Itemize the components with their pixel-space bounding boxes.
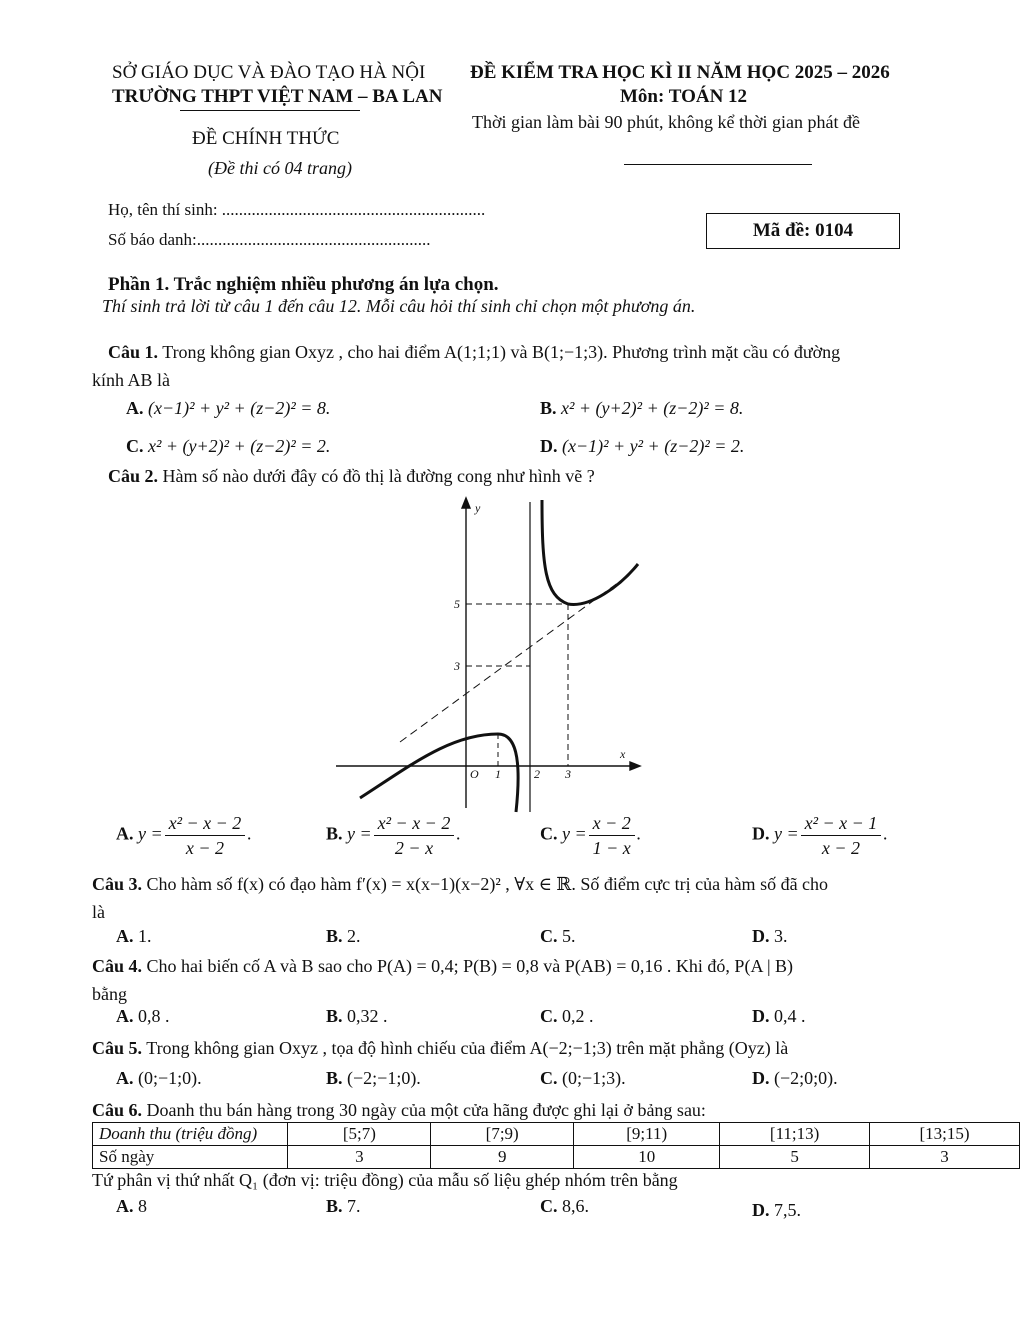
fraction	[801, 812, 882, 859]
q6-option-c	[540, 1196, 589, 1217]
option-text: 0,2 .	[562, 1006, 594, 1026]
option-letter: C.	[126, 436, 144, 456]
part1-title: Phần 1. Trắc nghiệm nhiều phương án lựa chọn.	[108, 274, 499, 295]
part1-instructions: Thí sinh trả lời từ câu 1 đến câu 12. Mỗi câu hỏi thí sinh chỉ chọn một phương án.	[102, 296, 696, 316]
option-text: (−2;−1;0).	[347, 1068, 421, 1088]
question-3-cont: là	[92, 902, 105, 922]
option-letter: B.	[326, 926, 343, 946]
table-cell: [13;15)	[869, 1123, 1019, 1146]
option-letter: B.	[540, 398, 557, 418]
official-label: ĐỀ CHÍNH THỨC	[192, 128, 340, 149]
denominator: x − 2	[821, 838, 861, 858]
option-text: (−2;0;0).	[774, 1068, 838, 1088]
option-text: 2.	[347, 926, 361, 946]
option-text: x² + (y+2)² + (z−2)² = 8.	[561, 398, 744, 418]
question-text: Doanh thu bán hàng trong 30 ngày của một cửa hãng được ghi lại ở bảng sau:	[146, 1100, 706, 1120]
option-letter: A.	[126, 398, 144, 418]
denominator: x − 2	[185, 838, 225, 858]
numerator: x² − x − 2	[374, 812, 455, 836]
question-text: Cho hai biến cố A và B sao cho P(A) = 0,4; P(B) = 0,8 và P(AB) = 0,16 . Khi đó, P(A | B)	[146, 956, 794, 976]
option-letter: C.	[540, 1196, 558, 1216]
origin-label: O	[470, 767, 479, 781]
option-text: 7,5.	[774, 1200, 801, 1220]
tick-y3: 3	[454, 659, 460, 673]
q4-option-b	[326, 1006, 388, 1027]
x-axis-label: x	[620, 747, 626, 761]
option-letter: D.	[540, 436, 558, 456]
q3-option-c	[540, 926, 576, 947]
question-label: Câu 5.	[92, 1038, 143, 1058]
revenue-table	[92, 1122, 1020, 1169]
q2-option-d: D. y = $\frac{\text{x² − x − 1}}{x - 2}$ .	[752, 813, 888, 858]
option-text: 5.	[562, 926, 576, 946]
option-letter: B.	[326, 823, 343, 844]
header-divider	[180, 110, 360, 111]
q1-option-b	[540, 398, 743, 419]
option-prefix: y =	[774, 823, 799, 844]
question-1-cont: kính AB là	[92, 370, 171, 390]
fraction	[165, 812, 246, 859]
option-prefix: y =	[138, 823, 163, 844]
option-text: x² + (y+2)² + (z−2)² = 2.	[148, 436, 331, 456]
subject: Môn: TOÁN 12	[620, 86, 748, 107]
numerator: x² − x − 2	[165, 812, 246, 836]
y-axis-arrow	[462, 498, 470, 508]
q4-option-d	[752, 1006, 806, 1027]
tick-x1: 1	[495, 767, 501, 781]
q5-option-a	[116, 1068, 202, 1089]
table-row	[93, 1123, 1020, 1146]
question-label: Câu 3.	[92, 874, 143, 894]
department-name: SỞ GIÁO DỤC VÀ ĐÀO TẠO HÀ NỘI	[112, 62, 426, 83]
option-letter: C.	[540, 1006, 558, 1026]
option-text: (x−1)² + y² + (z−2)² = 2.	[562, 436, 745, 456]
option-prefix: y =	[347, 823, 372, 844]
exam-code-box: Mã đề: 0104	[706, 213, 900, 249]
y-axis-label: y	[475, 501, 481, 515]
option-text: 0,32 .	[347, 1006, 388, 1026]
option-letter: A.	[116, 1196, 134, 1216]
question-label: Câu 2.	[108, 466, 159, 486]
numerator: x² − x − 1	[801, 812, 882, 836]
q3-option-d	[752, 926, 788, 947]
pages-note: (Đề thi có 04 trang)	[208, 158, 352, 178]
question-text: Trong không gian Oxyz , cho hai điểm A(1;1;1) và B(1;−1;3). Phương trình mặt cầu có đường	[162, 342, 841, 362]
option-letter: D.	[752, 1068, 770, 1088]
tick-x3: 3	[565, 767, 571, 781]
question-2	[108, 466, 595, 487]
option-letter: C.	[540, 823, 558, 844]
q2-option-a: A. y = $\frac{\text{x² − x − 2}}{x - 2}$ .	[116, 813, 252, 858]
option-text: 0,8 .	[138, 1006, 170, 1026]
option-letter: D.	[752, 823, 770, 844]
fraction	[374, 812, 455, 859]
option-letter: C.	[540, 926, 558, 946]
q1-option-d	[540, 436, 744, 457]
table-cell: 5	[720, 1146, 870, 1169]
x-axis-arrow	[630, 762, 640, 770]
row-header: Doanh thu (triệu đồng)	[93, 1123, 288, 1146]
tick-x2: 2	[534, 767, 540, 781]
q6-option-d	[752, 1200, 801, 1221]
q6-option-b	[326, 1196, 361, 1217]
table-row	[93, 1146, 1020, 1169]
denominator: 2 − x	[394, 838, 434, 858]
candidate-name-field: Họ, tên thí sinh: ..............................................................	[108, 200, 486, 219]
option-text: 8,6.	[562, 1196, 589, 1216]
right-branch	[542, 500, 638, 604]
table-cell: 9	[431, 1146, 574, 1169]
option-text: 8	[138, 1196, 147, 1216]
q5-option-c	[540, 1068, 626, 1089]
option-letter: D.	[752, 1006, 770, 1026]
question-text: Hàm số nào dưới đây có đồ thị là đường cong như hình vẽ ?	[162, 466, 595, 486]
question-5	[92, 1038, 788, 1059]
function-graph	[330, 496, 660, 816]
numerator: x − 2	[589, 812, 635, 836]
option-letter: A.	[116, 1006, 134, 1026]
tick-y5: 5	[454, 597, 460, 611]
exam-title: ĐỀ KIỂM TRA HỌC KÌ II NĂM HỌC 2025 – 2026	[470, 62, 890, 83]
question-label: Câu 4.	[92, 956, 143, 976]
table-cell: 10	[574, 1146, 720, 1169]
option-letter: B.	[326, 1196, 343, 1216]
school-name: TRƯỜNG THPT VIỆT NAM – BA LAN	[112, 86, 443, 107]
q1-option-a	[126, 398, 330, 419]
q4-option-c	[540, 1006, 594, 1027]
fraction	[589, 812, 635, 859]
option-letter: B.	[326, 1006, 343, 1026]
option-letter: B.	[326, 1068, 343, 1088]
option-letter: C.	[540, 1068, 558, 1088]
table-cell: [11;13)	[720, 1123, 870, 1146]
q2-option-b: B. y = $\frac{\text{x² − x − 2}}{2 - x}$ .	[326, 813, 461, 858]
question-3	[92, 874, 828, 895]
table-cell: [5;7)	[288, 1123, 431, 1146]
option-letter: A.	[116, 926, 134, 946]
option-text: 1.	[138, 926, 152, 946]
option-text: 0,4 .	[774, 1006, 806, 1026]
question-1	[108, 342, 840, 363]
option-text: 3.	[774, 926, 788, 946]
q2-option-c: C. y = $\frac{x - 2}{1 - x}$ .	[540, 813, 642, 858]
candidate-id-field: Số báo danh:.......................................................	[108, 230, 431, 249]
table-cell: [9;11)	[574, 1123, 720, 1146]
option-letter: D.	[752, 1200, 770, 1220]
option-prefix: y =	[562, 823, 587, 844]
question-6-cont: Tứ phân vị thứ nhất Q₁ (đơn vị: triệu đồng) của mẫu số liệu ghép nhóm trên bằng	[92, 1170, 678, 1190]
option-text: (0;−1;3).	[562, 1068, 626, 1088]
q4-option-a	[116, 1006, 170, 1027]
row-header: Số ngày	[93, 1146, 288, 1169]
question-text: Trong không gian Oxyz , tọa độ hình chiếu của điểm A(−2;−1;3) trên mặt phẳng (Oyz) là	[146, 1038, 789, 1058]
q5-option-d	[752, 1068, 838, 1089]
q3-option-a	[116, 926, 152, 947]
table-cell: [7;9)	[431, 1123, 574, 1146]
table-cell: 3	[288, 1146, 431, 1169]
table-cell: 3	[869, 1146, 1019, 1169]
q3-option-b	[326, 926, 361, 947]
question-4-cont: bằng	[92, 984, 127, 1004]
option-text: (0;−1;0).	[138, 1068, 202, 1088]
question-label: Câu 1.	[108, 342, 159, 362]
option-text: (x−1)² + y² + (z−2)² = 8.	[148, 398, 331, 418]
denominator: 1 − x	[592, 838, 631, 858]
q6-option-a	[116, 1196, 147, 1217]
option-letter: D.	[752, 926, 770, 946]
option-letter: A.	[116, 823, 134, 844]
question-4	[92, 956, 793, 977]
q1-option-c	[126, 436, 330, 457]
question-text: Cho hàm số f(x) có đạo hàm f′(x) = x(x−1)(x−2)² , ∀x ∈ ℝ. Số điểm cực trị của hàm số đã cho	[146, 874, 829, 894]
q5-option-b	[326, 1068, 421, 1089]
exam-time: Thời gian làm bài 90 phút, không kể thời gian phát đề	[472, 112, 860, 132]
signature-line	[624, 164, 812, 165]
question-6	[92, 1100, 706, 1121]
option-text: 7.	[347, 1196, 361, 1216]
question-label: Câu 6.	[92, 1100, 143, 1120]
option-letter: A.	[116, 1068, 134, 1088]
